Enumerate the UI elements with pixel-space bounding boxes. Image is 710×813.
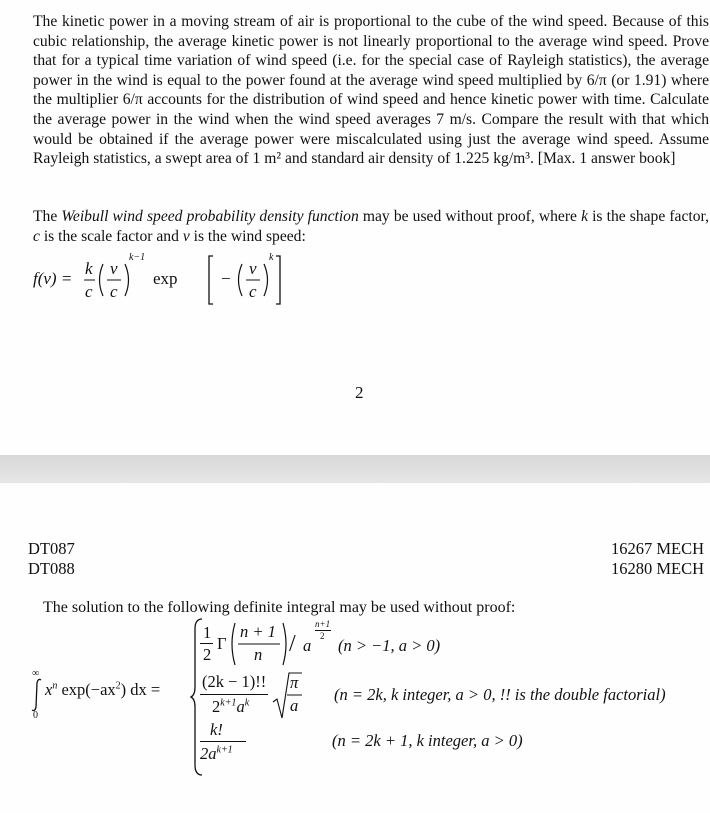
weibull-exponent: k−1	[129, 252, 146, 263]
case-3	[200, 719, 600, 771]
course-codes-right	[611, 539, 704, 579]
integral-intro: The solution to the following definite integral may be used without proof:	[43, 599, 516, 616]
weibull-c-den: c	[85, 282, 93, 301]
weibull-k-num: k	[85, 259, 93, 278]
weibull-exponent-k: k	[269, 252, 274, 263]
case-1	[200, 619, 460, 669]
division-slash: /	[289, 631, 296, 657]
case3-numerator: k!	[210, 720, 223, 739]
case1-a: a	[303, 636, 312, 655]
course-codes-left	[28, 539, 75, 579]
case1-half-num: 1	[203, 623, 212, 642]
weibull-c-den-2: c	[110, 282, 118, 301]
case1-condition: (n > −1, a > 0)	[338, 636, 441, 655]
case3-denominator: $2a^{k+1}$	[200, 744, 233, 763]
case-2	[200, 670, 705, 722]
weibull-formula	[33, 252, 363, 308]
department-code: 16267 MECH	[610, 539, 704, 558]
integral-upper-limit: ∞	[32, 668, 40, 679]
case1-half-den: 2	[203, 645, 212, 664]
weibull-intro-paragraph: The Weibull wind speed probability density function may be used without proof, where k is the shape factor, c is the scale factor and v is the wind speed:	[33, 208, 709, 245]
sqrt-numerator: π	[290, 673, 299, 692]
case2-numerator: (2k − 1)!!	[202, 672, 267, 691]
integral-lower-limit: 0	[33, 710, 38, 721]
gamma-symbol: Γ	[217, 634, 227, 653]
weibull-v-num: v	[110, 259, 118, 278]
case1-exp-den: 2	[320, 631, 325, 641]
weibull-lhs: f(v) =	[33, 269, 73, 288]
question-paragraph: The kinetic power in a moving stream of air is proportional to the cube of the wind speed. Because of this cubic relationship, the average kinetic power is not linearly proportional to the average wind speed. Prove that for a typical time variation of wind speed (i.e. for the special case of Rayleigh statistics), the average power in the wind is equal to the power found at the average wind speed multiplied by 6/π (or 1.91) where the multiplier 6/π accounts for the distribution of wind speed and hence kinetic power with time. Calculate the average power in the wind when the wind speed averages 7 m/s. Compare the result with that which would be obtained if the average power were miscalculated using just the average wind speed. Assume Rayleigh statistics, a swept area of 1 m² and standard air density of 1.225 kg/m³. [Max. 1 answer book]	[33, 13, 709, 168]
page-number: 2	[355, 383, 364, 402]
integral-sign	[30, 678, 44, 712]
case2-condition: (n = 2k, k integer, a > 0, !! is the double factorial)	[334, 685, 666, 704]
weibull-c-den-3: c	[249, 282, 257, 301]
department-code: 16280 MECH	[610, 559, 704, 578]
course-code: DT088	[28, 559, 75, 578]
gamma-numerator: n + 1	[240, 622, 276, 641]
weibull-v-num-2: v	[249, 259, 257, 278]
case1-exp-num: n+1	[315, 619, 331, 629]
case2-denominator: $2^{k+1}a^k$	[212, 697, 250, 716]
weibull-minus: −	[221, 269, 231, 288]
course-code: DT087	[28, 539, 75, 558]
integrand: $x^n$ $\exp(-ax^2)$ dx =	[45, 680, 161, 699]
page-separator	[0, 455, 710, 483]
weibull-exp: exp	[153, 269, 178, 288]
gamma-denominator: n	[254, 645, 263, 664]
sqrt-denominator: a	[290, 696, 299, 715]
integral-lhs	[28, 668, 198, 721]
case3-condition: (n = 2k + 1, k integer, a > 0)	[332, 731, 523, 750]
